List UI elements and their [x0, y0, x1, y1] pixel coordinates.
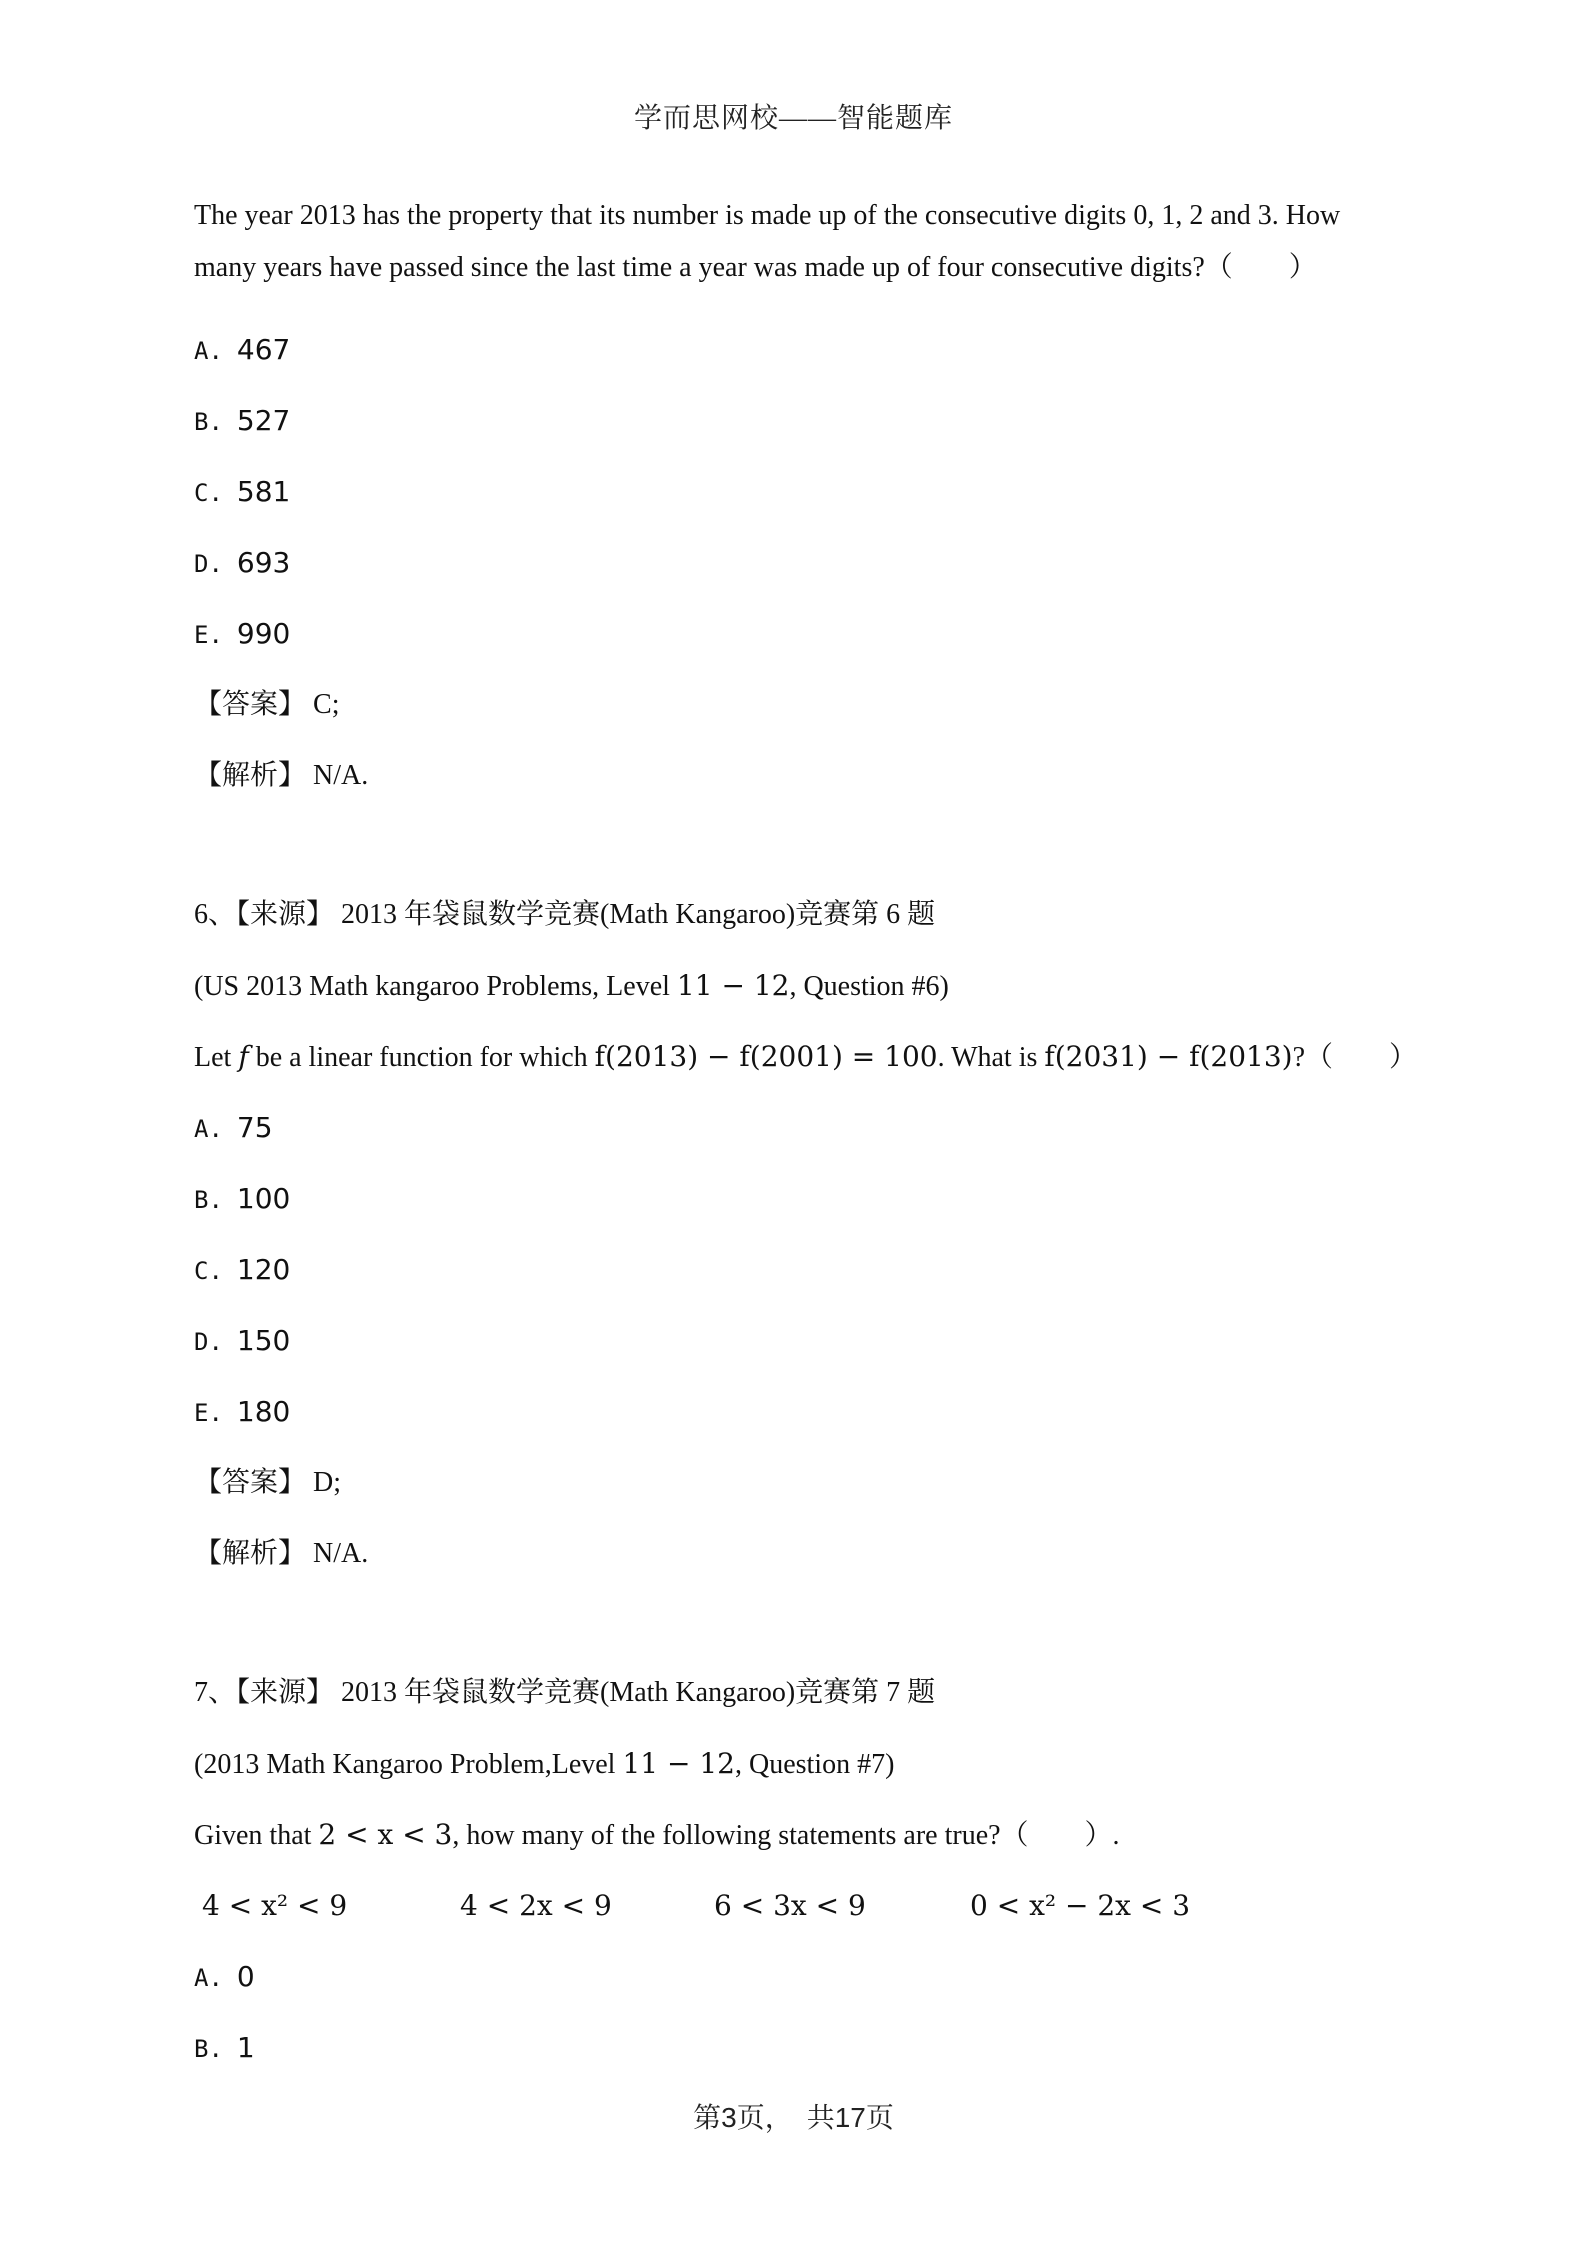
analysis-value: N/A.	[313, 1538, 369, 1569]
option-value: 120	[236, 1253, 291, 1286]
footer-text: 第	[693, 2103, 722, 2134]
ref-level: 11 − 12	[622, 1747, 735, 1780]
q6-option-e	[194, 1376, 1404, 1447]
q7-stem	[194, 1799, 1404, 1870]
option-value: 0	[236, 1960, 255, 1993]
ref-suffix: , Question #6)	[789, 971, 949, 1002]
stem-text: ?（ ）	[1292, 1042, 1418, 1073]
q5-stem: The year 2013 has the property that its number is made up of the consecutive digits 0, 1, 2 and 3. How many years have passed since the last time a year was made up of four consecutive digits?（ ）	[194, 200, 1341, 283]
q6-stem	[194, 1021, 1418, 1092]
ref-level: 11 − 12	[676, 969, 790, 1002]
option-letter: D.	[194, 550, 223, 578]
answer-label: 【答案】	[194, 689, 307, 720]
option-value: 581	[236, 475, 291, 508]
q5-option-b	[194, 385, 1404, 456]
option-value: 1	[236, 2031, 255, 2064]
option-letter: A.	[194, 337, 223, 365]
q7-option-a	[194, 1941, 1404, 2012]
q5-option-d	[194, 527, 1404, 598]
option-letter: A.	[194, 1115, 223, 1143]
q5-options	[194, 314, 1404, 669]
q5-option-e	[194, 598, 1404, 669]
stem-math: 2 < x < 3	[318, 1818, 453, 1851]
stem-text: Let	[194, 1042, 239, 1073]
ref-suffix: , Question #7)	[734, 1749, 895, 1780]
q7-options	[194, 1941, 1404, 2083]
footer-text: 页	[865, 2103, 894, 2134]
option-value: 75	[236, 1111, 273, 1144]
stem-text: Given that	[194, 1820, 319, 1851]
stem-text: be a linear function for which	[248, 1042, 595, 1073]
q5-answer	[194, 669, 1404, 740]
q6-option-a	[194, 1092, 1404, 1163]
analysis-label: 【解析】	[194, 760, 307, 791]
q6-option-d	[194, 1305, 1404, 1376]
q7-source: 7、【来源】 2013 年袋鼠数学竞赛(Math Kangaroo)竞赛第 7 题	[194, 1677, 936, 1708]
stem-text: . What is	[937, 1042, 1045, 1073]
analysis-label: 【解析】	[194, 1538, 307, 1569]
total-pages: 17	[834, 2102, 866, 2133]
ref-prefix: (2013 Math Kangaroo Problem,Level	[194, 1749, 623, 1780]
q6-reference	[194, 950, 1404, 1021]
option-value: 180	[236, 1395, 291, 1428]
statement-1: 4 < x² < 9	[202, 1889, 348, 1922]
option-letter: B.	[194, 408, 223, 436]
stem-math: f(2013) − f(2001) = 100	[594, 1040, 938, 1073]
option-letter: C.	[194, 1257, 223, 1285]
stem-math: f(2031) − f(2013)	[1044, 1040, 1293, 1073]
option-letter: D.	[194, 1328, 223, 1356]
q6-answer	[194, 1447, 1404, 1518]
q6-analysis	[194, 1518, 1404, 1589]
q5-analysis	[194, 740, 1404, 811]
page-footer	[0, 2096, 1587, 2136]
option-letter: A.	[194, 1964, 223, 1992]
q7-statements	[194, 1870, 1404, 1941]
q7-option-b	[194, 2012, 1404, 2083]
q7-reference	[194, 1728, 1404, 1799]
q6-option-c	[194, 1234, 1404, 1305]
statement-3: 6 < 3x < 9	[714, 1889, 866, 1922]
q5-option-c	[194, 456, 1404, 527]
answer-label: 【答案】	[194, 1467, 307, 1498]
option-letter: B.	[194, 2035, 223, 2063]
page-number: 3	[721, 2102, 737, 2133]
analysis-value: N/A.	[313, 760, 369, 791]
q6-options	[194, 1092, 1404, 1447]
q5-option-a	[194, 314, 1404, 385]
option-value: 150	[236, 1324, 291, 1357]
option-value: 100	[236, 1182, 291, 1215]
statement-2: 4 < 2x < 9	[460, 1889, 612, 1922]
q6-option-b	[194, 1163, 1404, 1234]
statement-4: 0 < x² − 2x < 3	[970, 1889, 1191, 1922]
answer-value: D;	[313, 1467, 342, 1498]
footer-text: 页， 共	[736, 2103, 835, 2134]
option-letter: B.	[194, 1186, 223, 1214]
option-letter: E.	[194, 1399, 223, 1427]
page-header: 学而思网校——智能题库	[633, 103, 953, 134]
option-value: 527	[236, 404, 291, 437]
ref-prefix: (US 2013 Math kangaroo Problems, Level	[194, 971, 677, 1002]
q6-source: 6、【来源】 2013 年袋鼠数学竞赛(Math Kangaroo)竞赛第 6 题	[194, 899, 936, 930]
option-letter: C.	[194, 479, 223, 507]
option-value: 467	[236, 333, 291, 366]
answer-value: C;	[313, 689, 340, 720]
stem-text: , how many of the following statements are true?（ ）.	[452, 1820, 1120, 1851]
option-value: 693	[236, 546, 291, 579]
option-value: 990	[236, 617, 291, 650]
stem-math: f	[238, 1040, 249, 1073]
option-letter: E.	[194, 621, 223, 649]
question-content	[194, 190, 1418, 2083]
